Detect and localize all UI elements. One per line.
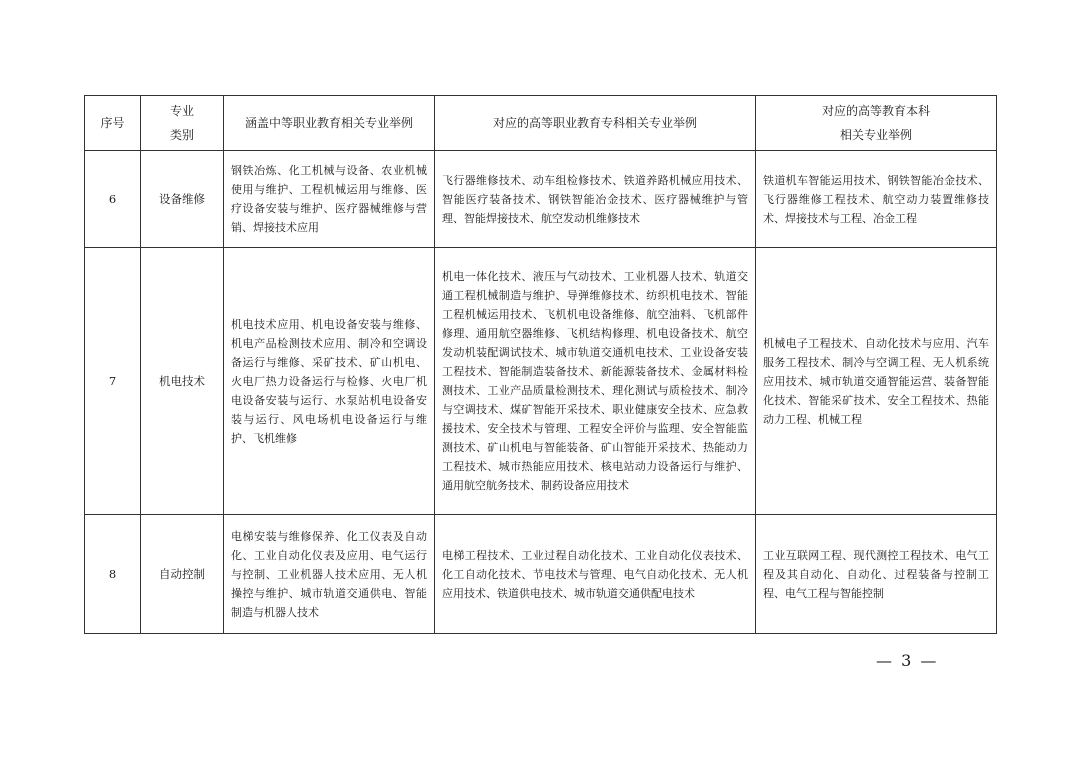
header-secondary: 涵盖中等职业教育相关专业举例 bbox=[224, 96, 435, 151]
row-higher-vocational: 电梯工程技术、工业过程自动化技术、工业自动化仪表技术、化工自动化技术、节电技术与管理、电气自动化技术、无人机应用技术、铁道供电技术、城市轨道交通供配电技术 bbox=[435, 515, 756, 634]
row-higher-vocational: 机电一体化技术、液压与气动技术、工业机器人技术、轨道交通工程机械制造与维护、导弹维修技术、纺织机电技术、智能工程机械运用技术、飞机机电设备维修、航空油料、飞机部件修理、通用航空器维修、飞机结构修理、机电设备技术、航空发动机装配调试技术、城市轨道交通机电技术、工业设备安装工程技术、智能制造装备技术、新能源装备技术、金属材料检测技术、工业产品质量检测技术、理化测试与质检技术、制冷与空调技术、煤矿智能开采技术、职业健康安全技术、应急救援技术、安全技术与管理、工程安全评价与监理、安全智能监测技术、矿山机电与智能装备、矿山智能开采技术、热能动力工程技术、城市热能应用技术、核电站动力设备运行与维护、通用航空航务技术、制药设备应用技术 bbox=[435, 248, 756, 515]
row-secondary: 钢铁冶炼、化工机械与设备、农业机械使用与维护、工程机械运用与维修、医疗设备安装与维护、医疗器械维修与营销、焊接技术应用 bbox=[224, 151, 435, 248]
row-no: 6 bbox=[85, 151, 141, 248]
row-undergraduate: 机械电子工程技术、自动化技术与应用、汽车服务工程技术、制冷与空调工程、无人机系统应用技术、城市轨道交通智能运营、装备智能化技术、智能采矿技术、安全工程技术、热能动力工程、机械工程 bbox=[756, 248, 997, 515]
row-category: 自动控制 bbox=[141, 515, 224, 634]
header-no: 序号 bbox=[85, 96, 141, 151]
row-higher-vocational: 飞行器维修技术、动车组检修技术、铁道养路机械应用技术、智能医疗装备技术、钢铁智能冶金技术、医疗器械维护与管理、智能焊接技术、航空发动机维修技术 bbox=[435, 151, 756, 248]
row-no: 7 bbox=[85, 248, 141, 515]
row-category: 设备维修 bbox=[141, 151, 224, 248]
row-secondary: 电梯安装与维修保养、化工仪表及自动化、工业自动化仪表及应用、电气运行与控制、工业机器人技术应用、无人机操控与维护、城市轨道交通供电、智能制造与机器人技术 bbox=[224, 515, 435, 634]
row-no: 8 bbox=[85, 515, 141, 634]
row-undergraduate: 工业互联网工程、现代测控工程技术、电气工程及其自动化、自动化、过程装备与控制工程、电气工程与智能控制 bbox=[756, 515, 997, 634]
specialty-table bbox=[84, 95, 997, 634]
header-higher-vocational: 对应的高等职业教育专科相关专业举例 bbox=[435, 96, 756, 151]
page-number: — 3 — bbox=[876, 651, 939, 670]
header-undergraduate: 对应的高等教育本科 相关专业举例 bbox=[756, 96, 997, 151]
table-row bbox=[85, 151, 997, 248]
table-row bbox=[85, 248, 997, 515]
row-category: 机电技术 bbox=[141, 248, 224, 515]
table-header-row bbox=[85, 96, 997, 151]
table-row bbox=[85, 515, 997, 634]
row-secondary: 机电技术应用、机电设备安装与维修、机电产品检测技术应用、制冷和空调设备运行与维修、采矿技术、矿山机电、火电厂热力设备运行与检修、火电厂机电设备安装与运行、水泵站机电设备安装与运行、风电场机电设备运行与维护、飞机维修 bbox=[224, 248, 435, 515]
header-category: 专业 类别 bbox=[141, 96, 224, 151]
row-undergraduate: 铁道机车智能运用技术、钢铁智能冶金技术、飞行器维修工程技术、航空动力装置维修技术、焊接技术与工程、冶金工程 bbox=[756, 151, 997, 248]
